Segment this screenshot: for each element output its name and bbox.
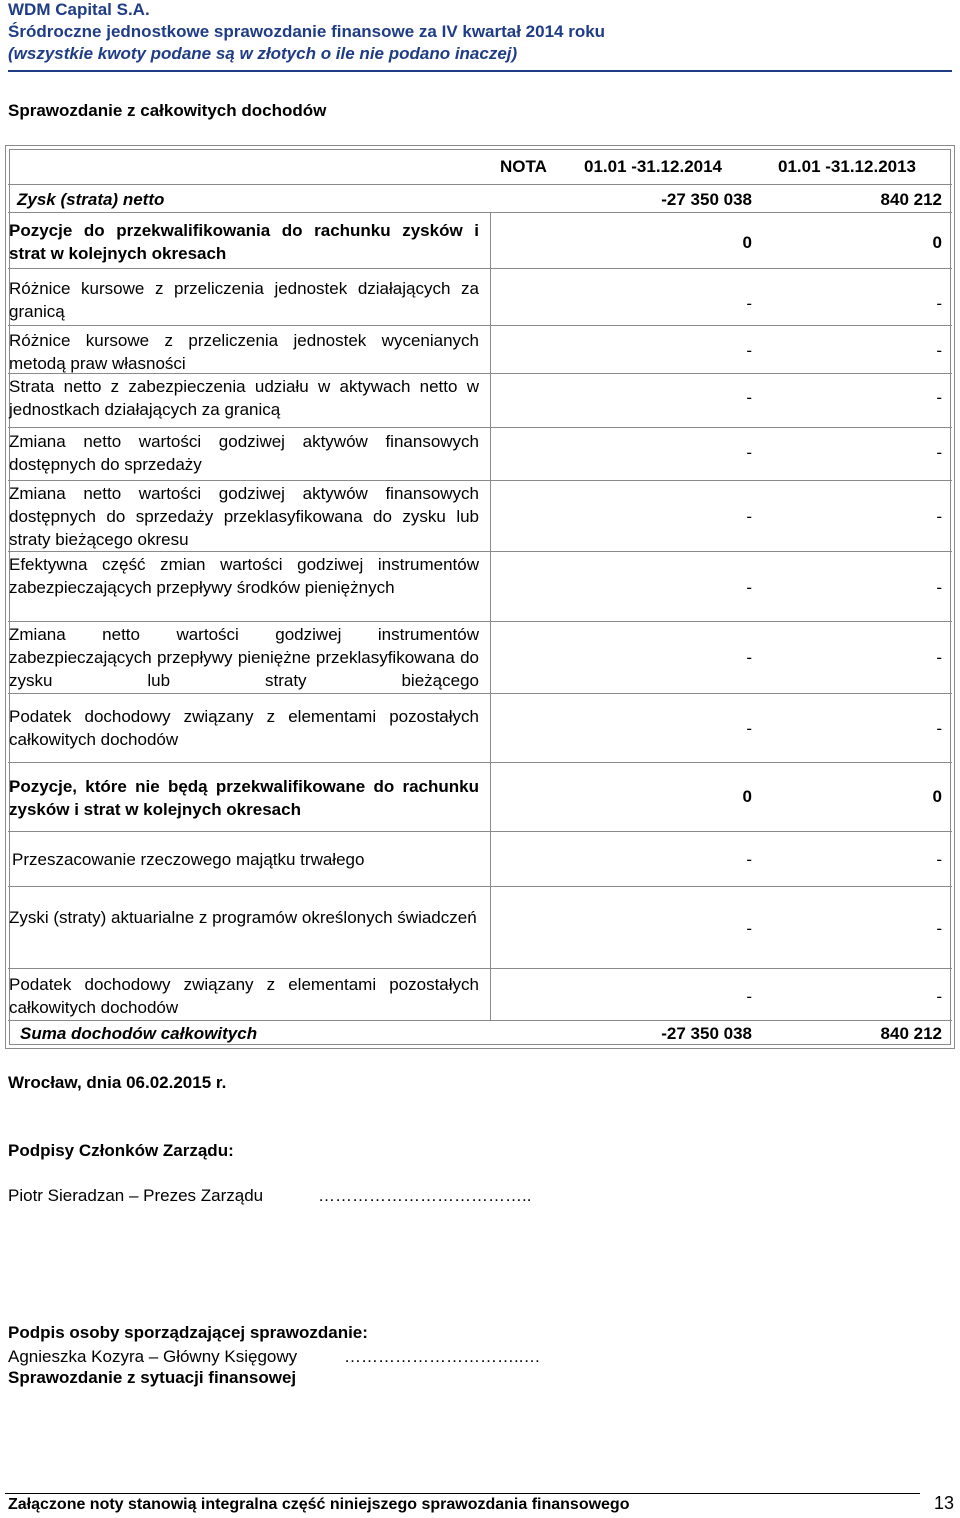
page-number: 13 bbox=[934, 1493, 955, 1513]
row-label: Efektywna część zmian wartości godziwej instrumentów zabezpieczających przepływy środków pieniężnych bbox=[9, 555, 479, 597]
row-label: Podatek dochodowy związany z elementami pozostałych całkowitych dochodów bbox=[9, 975, 479, 1017]
row-value-2014: - bbox=[746, 341, 752, 360]
row-value-2014: - bbox=[746, 443, 752, 462]
footer-rule bbox=[5, 1493, 920, 1494]
row-value-2013: - bbox=[936, 987, 942, 1006]
col-header-nota: NOTA bbox=[500, 157, 547, 176]
row-value-2014: - bbox=[746, 648, 752, 667]
row-value-2013: - bbox=[936, 648, 942, 667]
row-value-2014: - bbox=[746, 578, 752, 597]
row-value-2013: - bbox=[936, 388, 942, 407]
amounts-note: (wszystkie kwoty podane są w złotych o ile nie podano inaczej) bbox=[8, 44, 518, 63]
row-label: Przeszacowanie rzeczowego majątku trwałego bbox=[12, 850, 365, 869]
row-value-2013: 840 212 bbox=[880, 1024, 942, 1043]
row-value-2014: -27 350 038 bbox=[661, 1024, 752, 1043]
preparer-signatory: Agnieszka Kozyra – Główny Księgowy bbox=[8, 1347, 298, 1366]
row-value-2014: 0 bbox=[742, 787, 752, 806]
row-label: Różnice kursowe z przeliczenia jednostek wycenianych metodą praw własności bbox=[9, 331, 479, 373]
board-signature-line: ……………………………….. bbox=[318, 1186, 532, 1205]
row-value-2014: - bbox=[746, 850, 752, 869]
row-value-2013: - bbox=[936, 294, 942, 313]
footer-note: Załączone noty stanowią integralna część niniejszego sprawozdania finansowego bbox=[8, 1496, 630, 1513]
row-label: Zmiana netto wartości godziwej instrumentów zabezpieczających przepływy pieniężne przeklasyfikowana do zysku lub straty bieżącego bbox=[9, 625, 479, 690]
preparer-signature-line: …………………………..… bbox=[344, 1347, 541, 1366]
row-value-2013: - bbox=[936, 719, 942, 738]
row-value-2013: 0 bbox=[932, 787, 942, 806]
row-value-2014: -27 350 038 bbox=[661, 190, 752, 209]
row-value-2013: - bbox=[936, 919, 942, 938]
row-value-2013: - bbox=[936, 443, 942, 462]
row-value-2014: 0 bbox=[742, 233, 752, 252]
row-value-2014: - bbox=[746, 294, 752, 313]
row-label-total: Suma dochodów całkowitych bbox=[20, 1024, 258, 1043]
col-header-2014: 01.01 -31.12.2014 bbox=[584, 157, 723, 176]
row-value-2013: - bbox=[936, 341, 942, 360]
row-value-2014: - bbox=[746, 507, 752, 526]
row-label: Strata netto z zabezpieczenia udziału w aktywach netto w jednostkach działających za granicą bbox=[9, 377, 479, 419]
section-title: Sprawozdanie z całkowitych dochodów bbox=[8, 101, 327, 120]
preparer-heading: Podpis osoby sporządzającej sprawozdanie: bbox=[8, 1323, 368, 1342]
row-label: Pozycje, które nie będą przekwalifikowane do rachunku zysków i strat w kolejnych okresach bbox=[9, 777, 479, 819]
row-value-2013: - bbox=[936, 507, 942, 526]
next-section-title: Sprawozdanie z sytuacji finansowej bbox=[8, 1368, 297, 1387]
row-label: Podatek dochodowy związany z elementami pozostałych całkowitych dochodów bbox=[9, 707, 479, 749]
row-label: Zmiana netto wartości godziwej aktywów finansowych dostępnych do sprzedaży przeklasyfikowana do zysku lub straty bieżącego okresu bbox=[9, 484, 479, 549]
row-value-2014: - bbox=[746, 719, 752, 738]
row-label: Zmiana netto wartości godziwej aktywów finansowych dostępnych do sprzedaży bbox=[9, 432, 479, 474]
row-label: Zysk (strata) netto bbox=[17, 190, 165, 209]
row-label: Zyski (straty) aktuarialne z programów określonych świadczeń bbox=[9, 908, 477, 927]
company-name: WDM Capital S.A. bbox=[8, 0, 150, 19]
board-signatory: Piotr Sieradzan – Prezes Zarządu bbox=[8, 1186, 264, 1205]
row-value-2013: 0 bbox=[932, 233, 942, 252]
row-value-2014: - bbox=[746, 919, 752, 938]
header-rule bbox=[8, 70, 952, 72]
row-value-2014: - bbox=[746, 987, 752, 1006]
row-label: Różnice kursowe z przeliczenia jednostek działających za granicą bbox=[9, 279, 479, 321]
board-signatures-heading: Podpisy Członków Zarządu: bbox=[8, 1141, 234, 1160]
row-value-2013: - bbox=[936, 578, 942, 597]
row-value-2013: - bbox=[936, 850, 942, 869]
report-title: Śródroczne jednostkowe sprawozdanie finansowe za IV kwartał 2014 roku bbox=[8, 22, 606, 41]
row-label: Pozycje do przekwalifikowania do rachunku zysków i strat w kolejnych okresach bbox=[9, 221, 479, 263]
row-value-2013: 840 212 bbox=[880, 190, 942, 209]
row-value-2014: - bbox=[746, 388, 752, 407]
col-header-2013: 01.01 -31.12.2013 bbox=[778, 157, 917, 176]
place-date: Wrocław, dnia 06.02.2015 r. bbox=[8, 1073, 227, 1092]
